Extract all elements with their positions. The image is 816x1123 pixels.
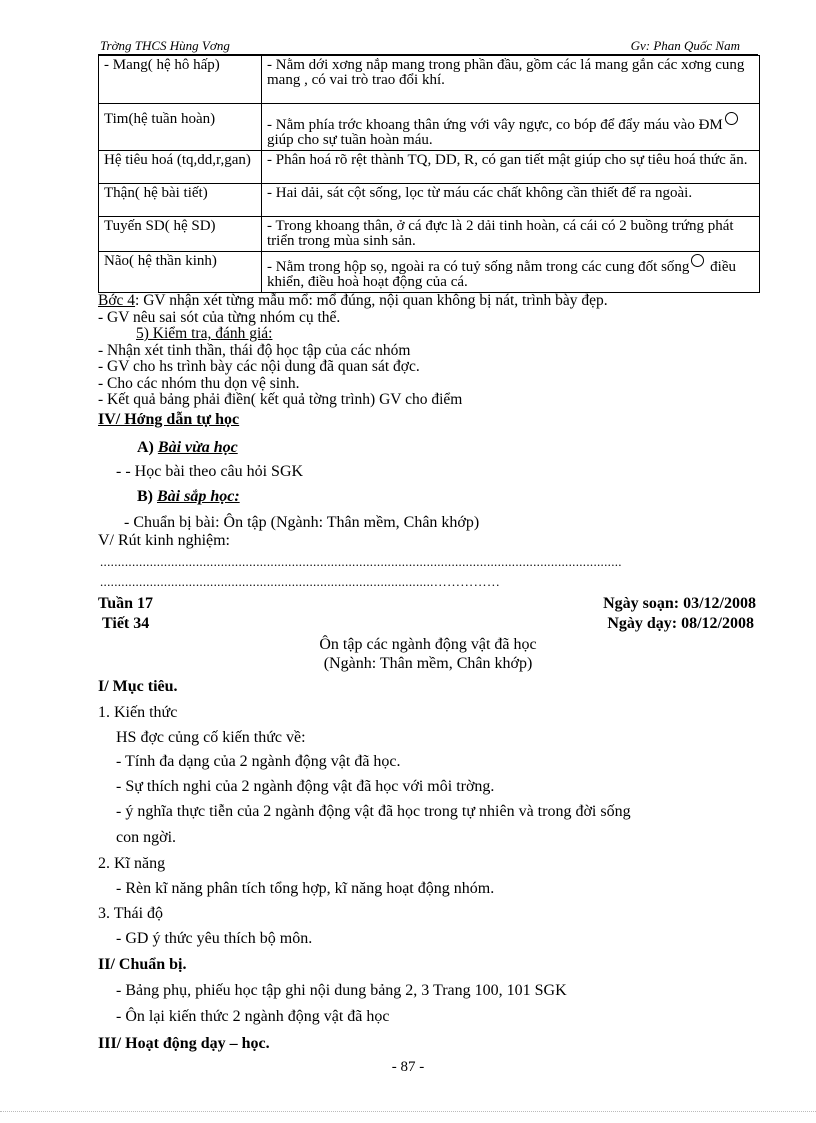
list-item: - Ôn lại kiến thức 2 ngành động vật đã học: [116, 1008, 390, 1025]
skills-heading: 2. Kĩ năng: [98, 855, 166, 872]
table-row: [99, 56, 760, 104]
table-row: [99, 104, 760, 151]
experience-heading: V/ Rút kinh nghiệm:: [98, 532, 230, 549]
description-cell: - Nằm phía trớc khoang thân ứng với vây ngực, co bóp để đẩy máu vào ĐM giúp cho sự tuần hoàn máu.: [262, 104, 760, 151]
page-header: [98, 38, 758, 55]
guidance-a-item: - - Học bài theo câu hỏi SGK: [116, 463, 304, 480]
guidance-b: B) Bài sắp học:: [137, 488, 240, 505]
knowledge-heading: 1. Kiến thức: [98, 704, 178, 721]
table-row: [99, 217, 760, 252]
period-label: Tiết 34: [102, 615, 150, 632]
table-row: [99, 252, 760, 293]
description-cell: - Phân hoá rõ rệt thành TQ, DD, R, có gan tiết mật giúp cho sự tiêu hoá thức ăn.: [262, 151, 760, 184]
guidance-heading: IV/ Hớng dẫn tự học: [98, 411, 240, 428]
table-row: [99, 151, 760, 184]
objectives-heading: I/ Mục tiêu.: [98, 678, 178, 695]
description-cell: - Nằm trong hộp sọ, ngoài ra có tuỷ sống nằm trong các cung đốt sống điều khiển, điều hoà hoạt động của cá.: [262, 252, 760, 293]
activities-heading: III/ Hoạt động dạy – học.: [98, 1035, 270, 1052]
skills-item: - Rèn kĩ năng phân tích tổng hợp, kĩ năng hoạt động nhóm.: [116, 880, 495, 897]
list-item: - Nhận xét tinh thần, thái độ học tập của các nhóm: [98, 341, 411, 359]
list-item: - Kết quả bảng phải điền( kết quả tờng trình) GV cho điểm: [98, 391, 463, 408]
teacher-name: Gv: Phan Quốc Nam: [630, 38, 740, 53]
list-item: - Cho các nhóm thu dọn vệ sinh.: [98, 374, 300, 392]
dotted-line: ...................................................................................................................................................: [100, 554, 622, 569]
list-item: - GV cho hs trình bày các nội dung đã quan sát đợc.: [98, 358, 420, 375]
description-cell: - Nằm dới xơng nắp mang trong phần đầu, gồm các lá mang gắn các xơng cung mang , có vai trò trao đổi khí.: [262, 56, 760, 104]
organ-cell: Thận( hệ bài tiết): [99, 184, 262, 217]
week-label: Tuần 17: [98, 595, 153, 612]
school-name: Trờng THCS Hùng Vơng: [100, 38, 230, 53]
assessment-heading: 5) Kiểm tra, đánh giá:: [136, 325, 273, 342]
dotted-line: ..............................................................................................……………: [100, 574, 501, 589]
guidance-a: A) Bài vừa học: [137, 439, 238, 456]
organ-cell: Tuyến SD( hệ SD): [99, 217, 262, 252]
page-divider: [0, 1111, 816, 1112]
organ-cell: Tim(hệ tuần hoàn): [99, 104, 262, 151]
preparation-heading: II/ Chuẩn bị.: [98, 956, 187, 973]
step4-line2: - GV nêu sai sót của từng nhóm cụ thể.: [98, 308, 341, 326]
page-number: - 87 -: [391, 1059, 425, 1075]
circle-symbol: [691, 254, 704, 267]
list-item: con ngời.: [116, 829, 177, 846]
lesson-title: Ôn tập các ngành động vật đã học: [319, 636, 537, 653]
organs-table: [98, 55, 760, 293]
circle-symbol: [725, 112, 738, 125]
guidance-b-item: - Chuẩn bị bài: Ôn tập (Ngành: Thân mềm, Chân khớp): [124, 514, 480, 531]
description-cell: - Trong khoang thân, ở cá đực là 2 dải tinh hoàn, cá cái có 2 buồng trứng phát triển trong mùa sinh sản.: [262, 217, 760, 252]
attitude-heading: 3. Thái độ: [98, 905, 164, 922]
prep-date: Ngày soạn: 03/12/2008: [603, 595, 756, 612]
lesson-subtitle: (Ngành: Thân mềm, Chân khớp): [323, 655, 533, 672]
step4-block: [98, 293, 608, 409]
organ-cell: Não( hệ thần kinh): [99, 252, 262, 293]
description-cell: - Hai dải, sát cột sống, lọc từ máu các chất không cần thiết để ra ngoài.: [262, 184, 760, 217]
list-item: - Sự thích nghi của 2 ngành động vật đã học với môi trờng.: [116, 778, 495, 795]
step4-text: : GV nhận xét từng mẫu mổ: mổ đúng, nội quan không bị nát, trình bày đẹp.: [135, 292, 608, 309]
attitude-item: - GD ý thức yêu thích bộ môn.: [116, 930, 313, 947]
list-item: - Tính đa dạng của 2 ngành động vật đã học.: [116, 753, 401, 770]
list-item: - ý nghĩa thực tiễn của 2 ngành động vật đã học trong tự nhiên và trong đời sống: [116, 803, 631, 820]
list-item: - Bảng phụ, phiếu học tập ghi nội dung bảng 2, 3 Trang 100, 101 SGK: [116, 982, 567, 999]
table-row: [99, 184, 760, 217]
step4-label: Bớc 4: [98, 292, 136, 309]
organ-cell: - Mang( hệ hô hấp): [99, 56, 262, 104]
organ-cell: Hệ tiêu hoá (tq,dd,r,gan): [99, 151, 262, 184]
knowledge-intro: HS đợc củng cố kiến thức về:: [116, 729, 306, 746]
teach-date: Ngày dạy: 08/12/2008: [607, 615, 754, 632]
